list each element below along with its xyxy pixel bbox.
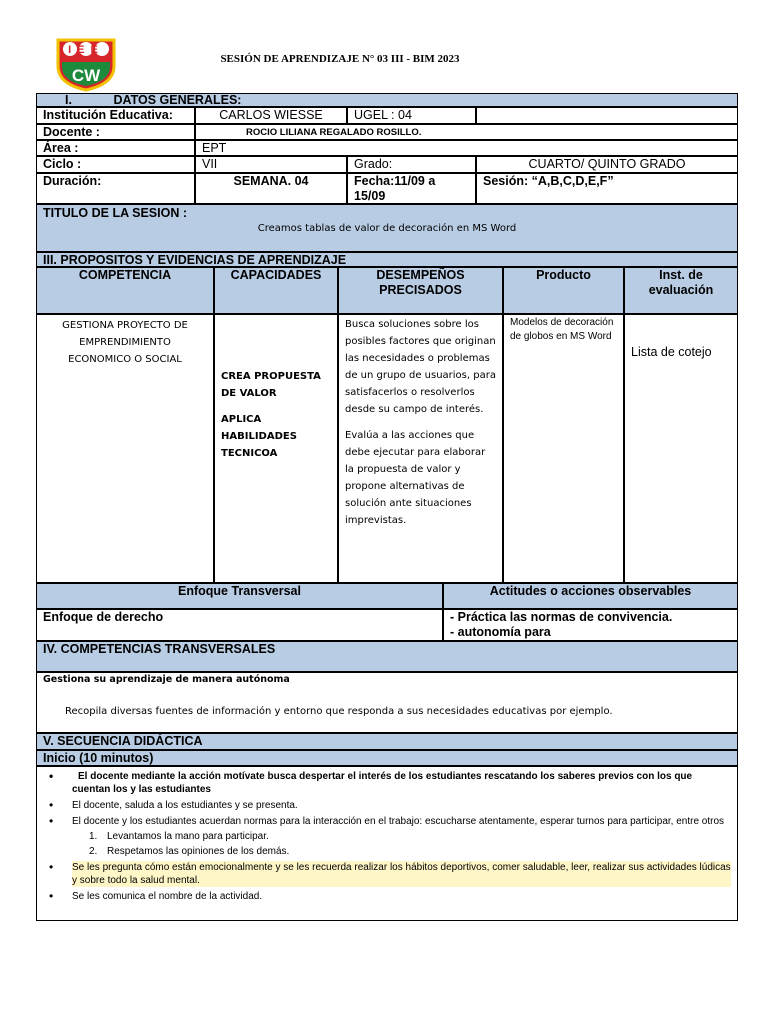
section-number: I. [65,93,72,107]
actitudes-header: Actitudes o acciones observables [443,583,738,609]
area-value: EPT [195,140,738,156]
logo-text-bottom: CW [71,66,101,85]
norma-1 [37,830,737,843]
institucion-value: CARLOS WIESSE [195,107,347,124]
inicio-item-5: • Se les comunica el nombre de la actividad. [37,890,737,903]
actitudes-cell [443,609,738,641]
inst-evaluacion-value: Lista de cotejo [624,314,738,583]
inicio-box [36,766,738,921]
fecha-cell [347,173,476,204]
transversal-descripcion: Recopila diversas fuentes de información y entorno que responda a sus necesidades educativas por ejemplo. [65,706,613,717]
fecha-line-2: 15/09 [354,189,386,203]
actitud-1: - Práctica las normas de convivencia. [450,610,673,624]
ciclo-value: VII [195,156,347,173]
norma-2 [37,845,737,858]
inicio-header: Inicio (10 minutos) [36,750,738,766]
sesion-value: Sesión: “A,B,C,D,E,F” [476,173,738,204]
titulo-sesion-box [36,204,738,252]
norma-2-text: Respetamos las opiniones de los demás. [107,846,290,857]
capacidad-1: CREA PROPUESTA DE VALOR [221,371,321,399]
transversales-header: IV. COMPETENCIAS TRANSVERSALES [36,641,738,672]
transversal-competencia: Gestiona su aprendizaje de manera autónoma [43,674,290,685]
datos-generales-header [36,93,738,107]
inicio-item-1 [37,770,737,796]
actitud-2: - autonomía para [450,625,551,639]
desempenos-cell [338,314,503,583]
inicio-item-2: • El docente, saluda a los estudiantes y se presenta. [37,799,737,812]
duracion-label: Duración: [36,173,195,204]
inicio-item-4-text: • Se les pregunta cómo están emocionalmente y se les recuerda realizar los hábitos deportivos, comer saludable, leer, realizar sus actividades lúdicas y sobre todo la salud mental. [72,862,731,886]
col-producto: Producto [503,267,624,314]
docente-label: Docente : [36,124,195,140]
semana-value: SEMANA. 04 [195,173,347,204]
norma-1-text: Levantamos la mano para participar. [107,831,269,842]
titulo-sesion-value: Creamos tablas de valor de decoración en MS Word [257,223,517,234]
capacidad-2: APLICA HABILIDADES TECNICOA [221,414,297,459]
enfoque-header: Enfoque Transversal [36,583,443,609]
section-title: DATOS GENERALES: [113,93,242,107]
ugel-value: UGEL : 04 [347,107,476,124]
enfoque-value: Enfoque de derecho [36,609,443,641]
col-competencia: COMPETENCIA [36,267,214,314]
docente-value: ROCIO LILIANA REGALADO ROSILLO. [195,124,738,140]
col-inst-evaluacion: Inst. de evaluación [624,267,738,314]
area-label: Área : [36,140,195,156]
producto-value: Modelos de decoración de globos en MS Word [503,314,624,583]
institucion-label: Institución Educativa: [36,107,195,124]
inicio-item-3: • El docente y los estudiantes acuerdan normas para la interacción en el trabajo: escucharse atentamente, esperar turnos para participar, entre otros [37,815,737,828]
capacidades-cell [214,314,338,583]
norma-1-number: 1. [89,831,98,842]
desempeno-2: Evalúa a las acciones que debe ejecutar para elaborar la propuesta de valor y propone alternativas de solución ante situaciones imprevistas. [345,430,486,526]
titulo-sesion-label: TITULO DE LA SESION : [43,206,187,220]
grado-label: Grado: [347,156,476,173]
ugel-empty [476,107,738,124]
inicio-item-4 [37,861,737,887]
ciclo-label: Ciclo : [36,156,195,173]
desempeno-1: Busca soluciones sobre los posibles factores que originan las necesidades o problemas de un grupo de usuarios, para satisfacerlos o resolverlos desde su campo de interés. [345,319,496,415]
col-desempenos: DESEMPEÑOS PRECISADOS [338,267,503,314]
transversales-box [36,672,738,733]
logo-text-top: IEE [68,44,104,56]
grado-value: CUARTO/ QUINTO GRADO [476,156,738,173]
inicio-item-1-text: El docente mediante la acción motívate busca despertar el interés de los estudiantes rescatando los saberes previos con los que cuentan los y las estudiantes [72,771,693,795]
col-capacidades: CAPACIDADES [214,267,338,314]
secuencia-header: V. SECUENCIA DIDÁCTICA [36,733,738,750]
fecha-line-1: Fecha:11/09 a [354,174,436,188]
competencia-value: GESTIONA PROYECTO DE EMPRENDIMIENTO ECONOMICO O SOCIAL [36,314,214,583]
document-title: SESIÓN DE APRENDIZAJE N° 03 III - BIM 2023 [220,53,460,65]
propositos-header: III. PROPOSITOS Y EVIDENCIAS DE APRENDIZAJE [36,252,738,267]
school-logo [52,36,120,92]
norma-2-number: 2. [89,846,98,857]
